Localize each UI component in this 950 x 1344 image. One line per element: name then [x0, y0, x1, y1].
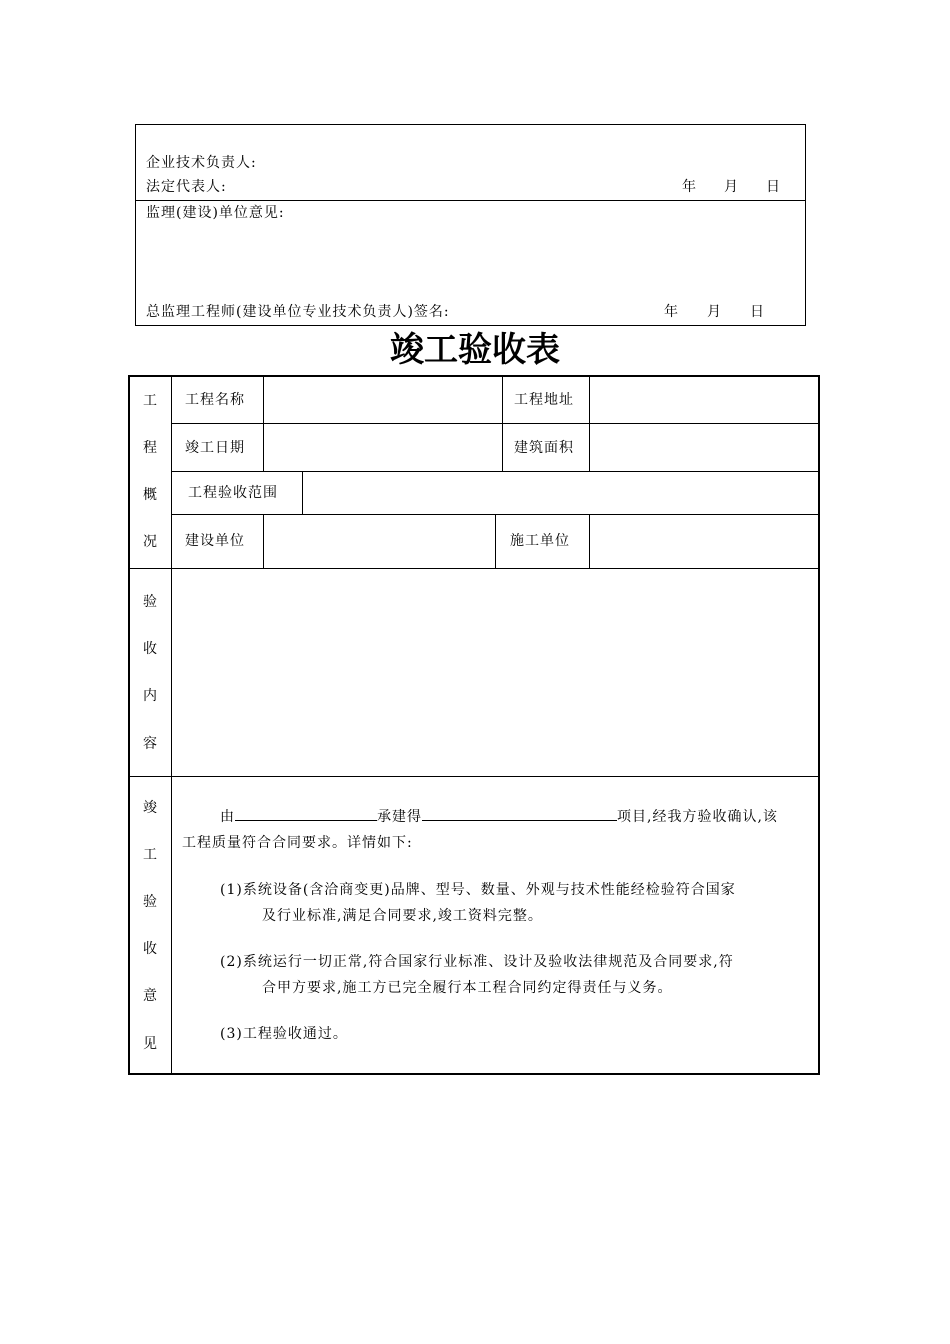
content-side-char: 内	[143, 688, 157, 704]
overview-col-line	[263, 376, 264, 472]
opinion-line2: 工程质量符合合同要求。详情如下:	[182, 835, 413, 851]
acceptance-scope-label: 工程验收范围	[188, 485, 278, 501]
side-column-divider	[171, 376, 172, 1074]
signature-divider	[135, 200, 806, 201]
section-divider-overview	[129, 568, 819, 569]
date2-month: 月	[707, 304, 722, 320]
construction-unit-label: 施工单位	[510, 533, 570, 549]
project-name-label: 工程名称	[185, 392, 245, 408]
page-title: 竣工验收表	[390, 330, 560, 370]
opinion-project-text: 项目,经我方验收确认,该	[617, 809, 778, 825]
tech-lead-label: 企业技术负责人:	[146, 155, 257, 171]
date1-day: 日	[766, 179, 781, 195]
opinion-side-char: 验	[143, 894, 157, 910]
opinion-item1-b: 及行业标准,满足合同要求,竣工资料完整。	[262, 908, 543, 924]
building-area-label: 建筑面积	[514, 440, 574, 456]
project-blank	[422, 806, 617, 821]
overview-side-char: 况	[143, 534, 157, 550]
content-side-char: 容	[143, 736, 157, 752]
overview-col-line	[502, 376, 503, 472]
opinion-builds-text: 承建得	[377, 809, 422, 825]
chief-signature-label: 总监理工程师(建设单位专业技术负责人)签名:	[146, 304, 450, 320]
opinion-item2-a: (2)系统运行一切正常,符合国家行业标准、设计及验收法律规范及合同要求,符	[220, 954, 734, 970]
completion-date-label: 竣工日期	[185, 440, 245, 456]
overview-col-line	[589, 376, 590, 472]
opinion-item1-a: (1)系统设备(含洽商变更)品牌、型号、数量、外观与技术性能经检验符合国家	[220, 882, 736, 898]
date1-month: 月	[724, 179, 739, 195]
opinion-item2-b: 合甲方要求,施工方已完全履行本工程合同约定得责任与义务。	[262, 980, 673, 996]
content-side-char: 验	[143, 594, 157, 610]
opinion-side-char: 竣	[143, 800, 157, 816]
opinion-side-char: 收	[143, 941, 157, 957]
overview-col-line	[263, 514, 264, 569]
project-address-label: 工程地址	[514, 392, 574, 408]
overview-side-char: 程	[143, 440, 157, 456]
section-divider-content	[129, 776, 819, 777]
opinion-side-char: 意	[143, 988, 157, 1004]
date2-year: 年	[664, 304, 679, 320]
opinion-side-char: 见	[143, 1036, 157, 1052]
supervisor-opinion-label: 监理(建设)单位意见:	[146, 205, 285, 221]
opinion-side-char: 工	[143, 847, 157, 863]
overview-col-line	[589, 514, 590, 569]
owner-unit-label: 建设单位	[185, 533, 245, 549]
overview-col-line	[302, 471, 303, 515]
overview-col-line	[495, 514, 496, 569]
contractor-blank	[235, 806, 377, 821]
overview-side-char: 工	[143, 393, 157, 409]
overview-row-line	[171, 423, 819, 424]
date2-day: 日	[750, 304, 765, 320]
content-side-char: 收	[143, 641, 157, 657]
date1-year: 年	[682, 179, 697, 195]
opinion-line1	[220, 804, 816, 830]
overview-side-char: 概	[143, 487, 157, 503]
opinion-item3: (3)工程验收通过。	[220, 1026, 348, 1042]
legal-rep-label: 法定代表人:	[146, 179, 227, 195]
opinion-from-text: 由	[220, 809, 235, 825]
overview-row-line	[171, 471, 819, 472]
